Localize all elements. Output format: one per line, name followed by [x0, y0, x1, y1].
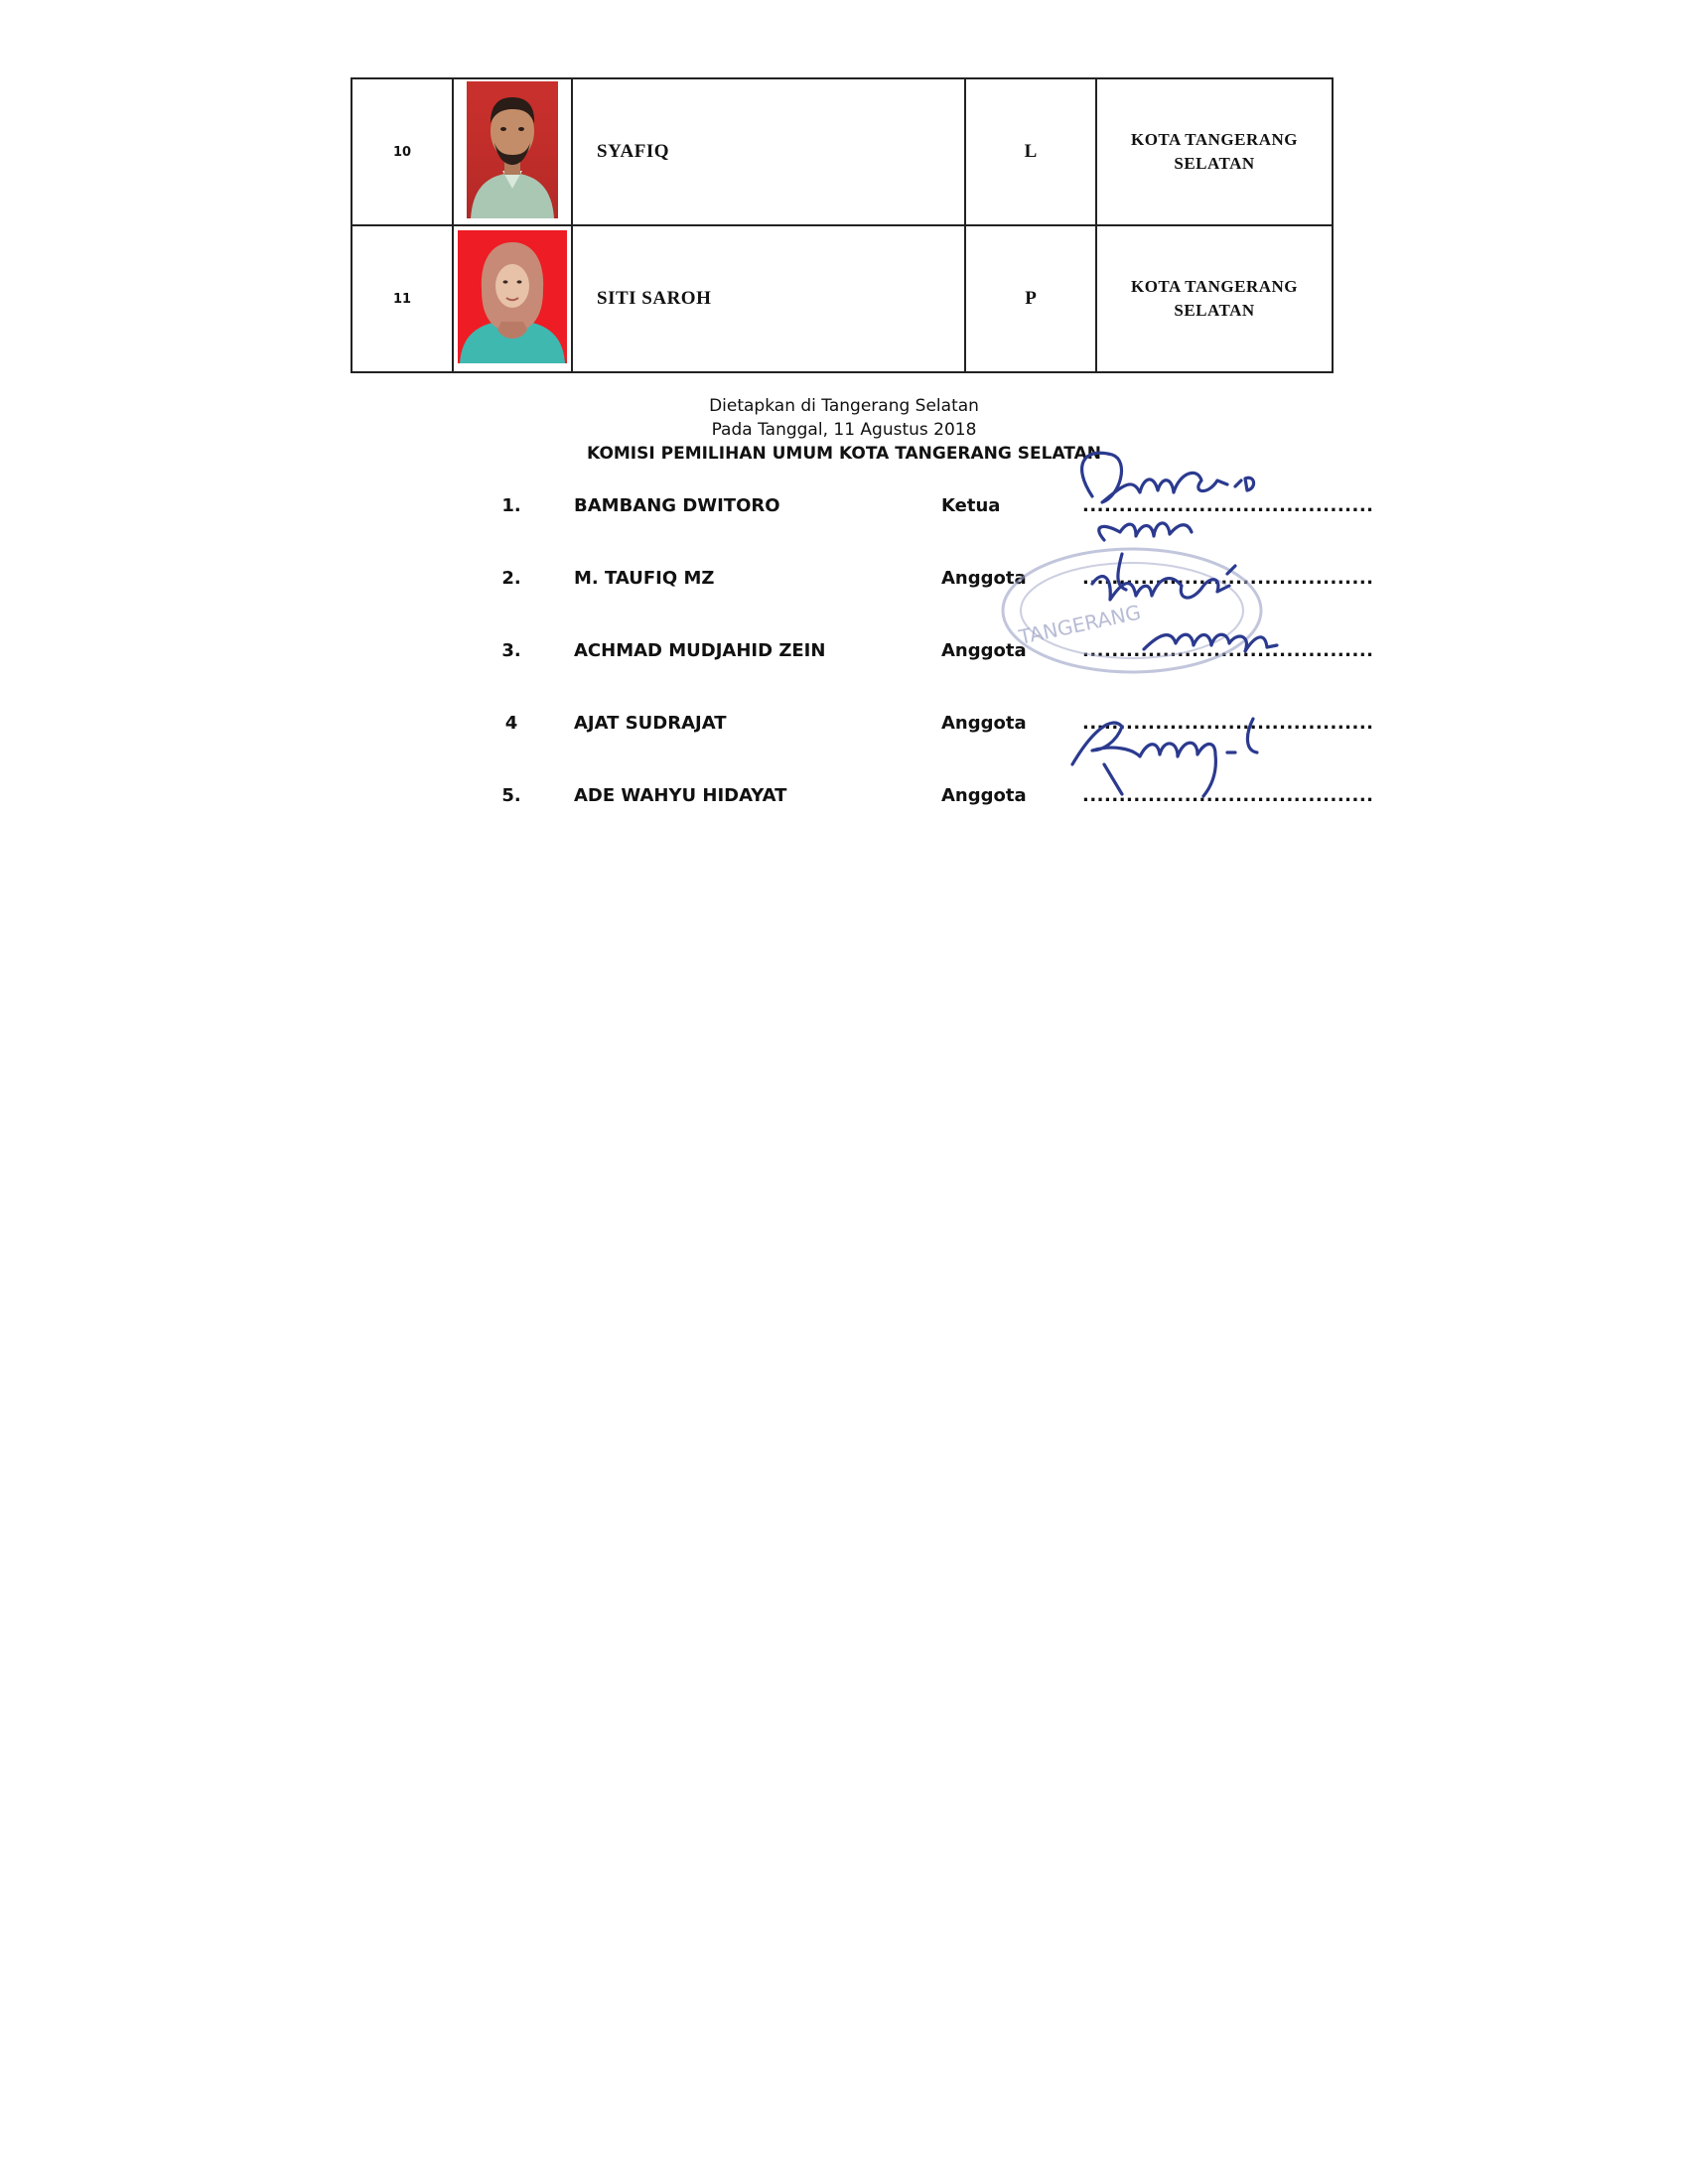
- member-sex: L: [965, 78, 1096, 225]
- region-line: KOTA TANGERANG: [1130, 277, 1299, 296]
- signatory-row: [0, 495, 1688, 521]
- photo-cell: [453, 78, 572, 225]
- member-name: SITI SAROH: [572, 225, 965, 372]
- member-region: [1096, 78, 1333, 225]
- signatory-name: ADE WAHYU HIDAYAT: [574, 785, 787, 806]
- signatures-ink: [1033, 437, 1331, 814]
- signatory-row: [0, 568, 1688, 594]
- row-number: 10: [352, 78, 453, 225]
- signatory-number: 2.: [501, 568, 521, 589]
- member-region: [1096, 225, 1333, 372]
- table-row: [352, 78, 1333, 225]
- signature-line: ........................................: [1082, 785, 1374, 806]
- endorsement-date: Pada Tanggal, 11 Agustus 2018: [711, 420, 977, 440]
- signatory-role: Anggota: [941, 568, 1027, 589]
- signatory-name: BAMBANG DWITORO: [574, 495, 780, 516]
- signature-line: ........................................: [1082, 495, 1374, 516]
- signatory-role: Anggota: [941, 785, 1027, 806]
- table-row: [352, 225, 1333, 372]
- region-line: KOTA TANGERANG: [1130, 130, 1299, 149]
- signatory-row: [0, 785, 1688, 811]
- signatory-number: 3.: [501, 640, 521, 661]
- signatory-role: Ketua: [941, 495, 1001, 516]
- signature-line: ........................................: [1082, 640, 1374, 661]
- portrait-man-image: [467, 81, 558, 218]
- member-table: [351, 77, 1334, 373]
- signature-line: ........................................: [1082, 568, 1374, 589]
- endorsement-place: Dietapkan di Tangerang Selatan: [709, 396, 979, 416]
- signatory-row: [0, 640, 1688, 666]
- member-photo: [467, 81, 558, 218]
- signatory-name: AJAT SUDRAJAT: [574, 713, 727, 734]
- endorsement-organization: KOMISI PEMILIHAN UMUM KOTA TANGERANG SELATAN: [587, 444, 1101, 464]
- member-photo: [458, 230, 567, 363]
- region-line: SELATAN: [1174, 154, 1255, 173]
- signatory-number: 4: [504, 713, 518, 734]
- signatory-row: [0, 713, 1688, 739]
- signatory-role: Anggota: [941, 640, 1027, 661]
- region-line: SELATAN: [1174, 301, 1255, 320]
- signature-line: ........................................: [1082, 713, 1374, 734]
- stamp-text: TANGERANG: [1017, 600, 1143, 649]
- signatory-name: M. TAUFIQ MZ: [574, 568, 715, 589]
- portrait-woman-image: [458, 230, 567, 363]
- signatory-name: ACHMAD MUDJAHID ZEIN: [574, 640, 826, 661]
- member-sex: P: [965, 225, 1096, 372]
- row-number: 11: [352, 225, 453, 372]
- member-name: SYAFIQ: [572, 78, 965, 225]
- signatory-number: 5.: [501, 785, 521, 806]
- signatory-role: Anggota: [941, 713, 1027, 734]
- photo-cell: [453, 225, 572, 372]
- signatory-number: 1.: [501, 495, 521, 516]
